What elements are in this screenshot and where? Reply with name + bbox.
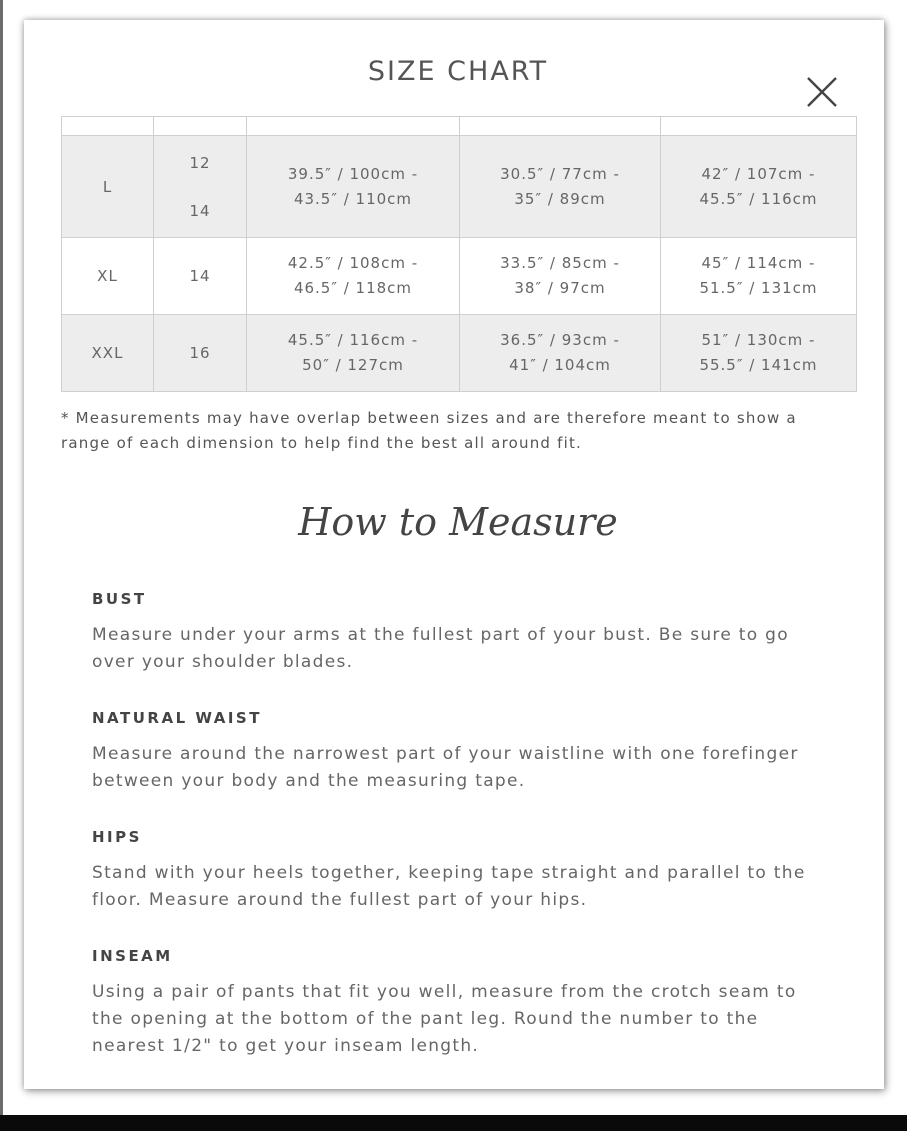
section-body-inseam: Using a pair of pants that fit you well, measure from the crotch seam to the opening at the bottom of the pant leg. Round the number to the nearest 1/2" to get your inseam length.	[92, 982, 797, 1056]
table-header-cell	[247, 117, 460, 136]
range-line: 42″ / 107cm -	[701, 164, 816, 183]
table-header-cell	[62, 117, 154, 136]
size-label: XL	[62, 238, 154, 315]
table-header-cell	[460, 117, 661, 136]
section-body-bust: Measure under your arms at the fullest part of your bust. Be sure to go over your shoulder blades.	[92, 625, 789, 672]
bust-range	[247, 136, 460, 238]
section-heading-bust: BUST	[92, 590, 147, 608]
size-label: L	[62, 136, 154, 238]
bust-range	[247, 315, 460, 392]
hips-range	[661, 315, 857, 392]
waist-range	[460, 315, 661, 392]
range-line: 45″ / 114cm -	[701, 254, 816, 272]
range-line: 42.5″ / 108cm -	[287, 254, 419, 272]
range-line: 41″ / 104cm	[509, 356, 611, 374]
range-line: 45.5″ / 116cm -	[287, 331, 419, 349]
range-line: 30.5″ / 77cm -	[500, 164, 620, 183]
numeric-size: 14	[154, 238, 247, 315]
hips-range	[661, 136, 857, 238]
numeric-size	[154, 136, 247, 238]
range-line: 43.5″ / 110cm	[293, 189, 413, 208]
section-heading-hips: HIPS	[92, 828, 142, 846]
table-header-cell	[154, 117, 247, 136]
numeric-size-value: 12	[189, 153, 211, 172]
numeric-size: 16	[154, 315, 247, 392]
section-heading-inseam: INSEAM	[92, 947, 173, 965]
waist-range	[460, 238, 661, 315]
numeric-size-value: 14	[189, 201, 211, 220]
modal-title: SIZE CHART	[367, 56, 549, 87]
section-heading-natural-waist: NATURAL WAIST	[92, 709, 262, 727]
table-row	[62, 136, 857, 238]
range-line: 50″ / 127cm	[302, 356, 404, 374]
hips-range	[661, 238, 857, 315]
range-line: 45.5″ / 116cm	[699, 189, 818, 208]
range-line: 55.5″ / 141cm	[699, 356, 818, 374]
range-line: 36.5″ / 93cm -	[500, 331, 620, 349]
range-line: 33.5″ / 85cm -	[500, 254, 620, 272]
range-line: 51″ / 130cm -	[701, 331, 816, 349]
bottom-bar	[0, 1115, 907, 1131]
range-line: 38″ / 97cm	[514, 279, 606, 297]
how-to-measure-heading: How to Measure	[298, 500, 618, 544]
section-body-hips: Stand with your heels together, keeping tape straight and parallel to the floor. Measure around the fullest part of your hips.	[92, 863, 806, 910]
table-header-row	[62, 117, 857, 136]
size-chart-modal	[24, 20, 884, 1089]
range-line: 46.5″ / 118cm	[293, 279, 413, 297]
measurement-note: * Measurements may have overlap between sizes and are therefore meant to show a range of each dimension to help find the best all around fit.	[61, 409, 797, 452]
size-table	[61, 116, 857, 392]
section-body-natural-waist: Measure around the narrowest part of your waistline with one forefinger between your body and the measuring tape.	[92, 744, 799, 791]
range-line: 51.5″ / 131cm	[699, 279, 818, 297]
table-header-cell	[661, 117, 857, 136]
close-icon[interactable]	[802, 72, 842, 112]
size-label: XXL	[62, 315, 154, 392]
waist-range	[460, 136, 661, 238]
table-row	[62, 238, 857, 315]
bust-range	[247, 238, 460, 315]
table-row	[62, 315, 857, 392]
range-line: 39.5″ / 100cm -	[287, 164, 419, 183]
range-line: 35″ / 89cm	[514, 189, 606, 208]
window-edge	[0, 0, 3, 1115]
